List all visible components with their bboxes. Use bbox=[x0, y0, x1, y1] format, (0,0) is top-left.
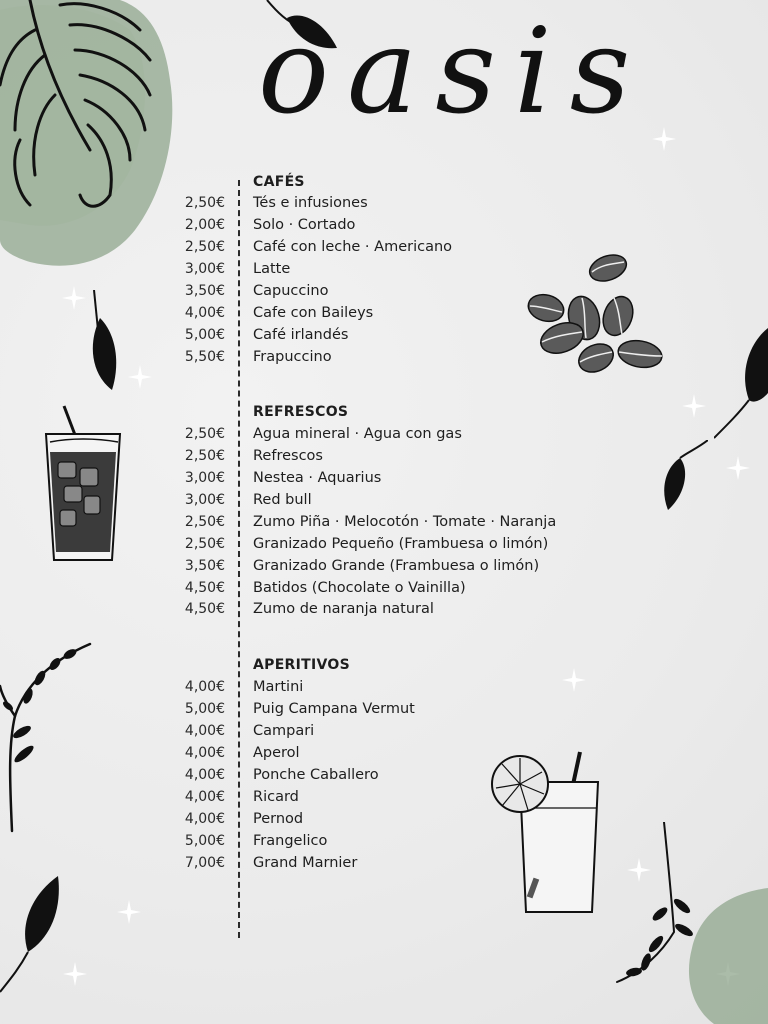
monstera-leaf-icon bbox=[0, 0, 175, 220]
menu-item bbox=[0, 811, 768, 833]
item-price: 4,00€ bbox=[184, 305, 225, 321]
menu-item bbox=[0, 580, 768, 602]
menu-item bbox=[0, 349, 768, 371]
item-price: 4,00€ bbox=[184, 811, 225, 827]
item-price: 5,00€ bbox=[184, 327, 225, 343]
item-price: 7,00€ bbox=[184, 855, 225, 871]
item-name: Zumo Piña · Melocotón · Tomate · Naranja bbox=[253, 514, 557, 530]
item-price: 2,50€ bbox=[184, 514, 225, 530]
menu-item bbox=[0, 514, 768, 536]
leaf-icon bbox=[0, 872, 62, 994]
item-name: Frapuccino bbox=[253, 349, 332, 365]
item-name: Capuccino bbox=[253, 283, 329, 299]
menu-item bbox=[0, 558, 768, 580]
menu-item bbox=[0, 448, 768, 470]
sparkle-icon bbox=[682, 394, 706, 418]
item-price: 2,50€ bbox=[184, 536, 225, 552]
item-name: Campari bbox=[253, 723, 315, 739]
item-price: 2,50€ bbox=[184, 448, 225, 464]
menu-item bbox=[0, 723, 768, 745]
item-price: 3,00€ bbox=[184, 470, 225, 486]
section-title-refrescos: REFRESCOS bbox=[253, 404, 349, 420]
item-price: 4,00€ bbox=[184, 745, 225, 761]
menu-item bbox=[0, 745, 768, 767]
item-name: Nestea · Aquarius bbox=[253, 470, 382, 486]
menu-title bbox=[258, 0, 768, 140]
item-price: 2,50€ bbox=[184, 426, 225, 442]
item-price: 4,00€ bbox=[184, 723, 225, 739]
menu-item bbox=[0, 283, 768, 305]
menu-item bbox=[0, 855, 768, 877]
item-name: Latte bbox=[253, 261, 291, 277]
menu-item bbox=[0, 217, 768, 239]
item-name: Café irlandés bbox=[253, 327, 349, 343]
item-name: Aperol bbox=[253, 745, 300, 761]
item-price: 3,00€ bbox=[184, 261, 225, 277]
item-name: Martini bbox=[253, 679, 304, 695]
item-name: Solo · Cortado bbox=[253, 217, 356, 233]
menu-item bbox=[0, 536, 768, 558]
item-name: Café con leche · Americano bbox=[253, 239, 453, 255]
item-name: Frangelico bbox=[253, 833, 328, 849]
item-price: 5,50€ bbox=[184, 349, 225, 365]
item-price: 2,00€ bbox=[184, 217, 225, 233]
sparkle-icon bbox=[117, 900, 141, 924]
section-title-aperitivos: APERITIVOS bbox=[253, 657, 350, 673]
menu-item bbox=[0, 305, 768, 327]
sparkle-icon bbox=[63, 962, 87, 986]
menu-item bbox=[0, 492, 768, 514]
item-price: 3,50€ bbox=[184, 283, 225, 299]
item-name: Ricard bbox=[253, 789, 299, 805]
item-name: Tés e infusiones bbox=[253, 195, 368, 211]
item-price: 4,00€ bbox=[184, 789, 225, 805]
menu-item bbox=[0, 239, 768, 261]
item-price: 3,50€ bbox=[184, 558, 225, 574]
item-name: Agua mineral · Agua con gas bbox=[253, 426, 462, 442]
item-price: 4,00€ bbox=[184, 679, 225, 695]
item-price: 5,00€ bbox=[184, 701, 225, 717]
item-name: Granizado Pequeño (Frambuesa o limón) bbox=[253, 536, 549, 552]
item-price: 4,50€ bbox=[184, 580, 225, 596]
menu-item bbox=[0, 426, 768, 448]
item-price: 3,00€ bbox=[184, 492, 225, 508]
item-price: 4,00€ bbox=[184, 767, 225, 783]
section-title-cafes: CAFÉS bbox=[253, 174, 305, 190]
sparkle-icon bbox=[652, 127, 676, 151]
item-name: Zumo de naranja natural bbox=[253, 601, 434, 617]
menu-item bbox=[0, 261, 768, 283]
menu-item bbox=[0, 327, 768, 349]
menu-item bbox=[0, 601, 768, 623]
menu-item bbox=[0, 679, 768, 701]
menu-item bbox=[0, 833, 768, 855]
watercolor-splash-bottom-right bbox=[684, 888, 768, 1024]
item-price: 4,50€ bbox=[184, 601, 225, 617]
menu-item bbox=[0, 767, 768, 789]
item-name: Red bull bbox=[253, 492, 312, 508]
item-price: 5,00€ bbox=[184, 833, 225, 849]
menu-item bbox=[0, 789, 768, 811]
item-name: Pernod bbox=[253, 811, 304, 827]
item-price: 2,50€ bbox=[184, 195, 225, 211]
item-name: Grand Marnier bbox=[253, 855, 358, 871]
menu-item bbox=[0, 195, 768, 217]
item-name: Cafe con Baileys bbox=[253, 305, 374, 321]
menu-item bbox=[0, 701, 768, 723]
item-name: Ponche Caballero bbox=[253, 767, 379, 783]
menu-title-text: oasis bbox=[258, 2, 649, 140]
item-name: Batidos (Chocolate o Vainilla) bbox=[253, 580, 466, 596]
item-name: Refrescos bbox=[253, 448, 323, 464]
item-price: 2,50€ bbox=[184, 239, 225, 255]
item-name: Granizado Grande (Frambuesa o limón) bbox=[253, 558, 540, 574]
menu-item bbox=[0, 470, 768, 492]
item-name: Puig Campana Vermut bbox=[253, 701, 415, 717]
